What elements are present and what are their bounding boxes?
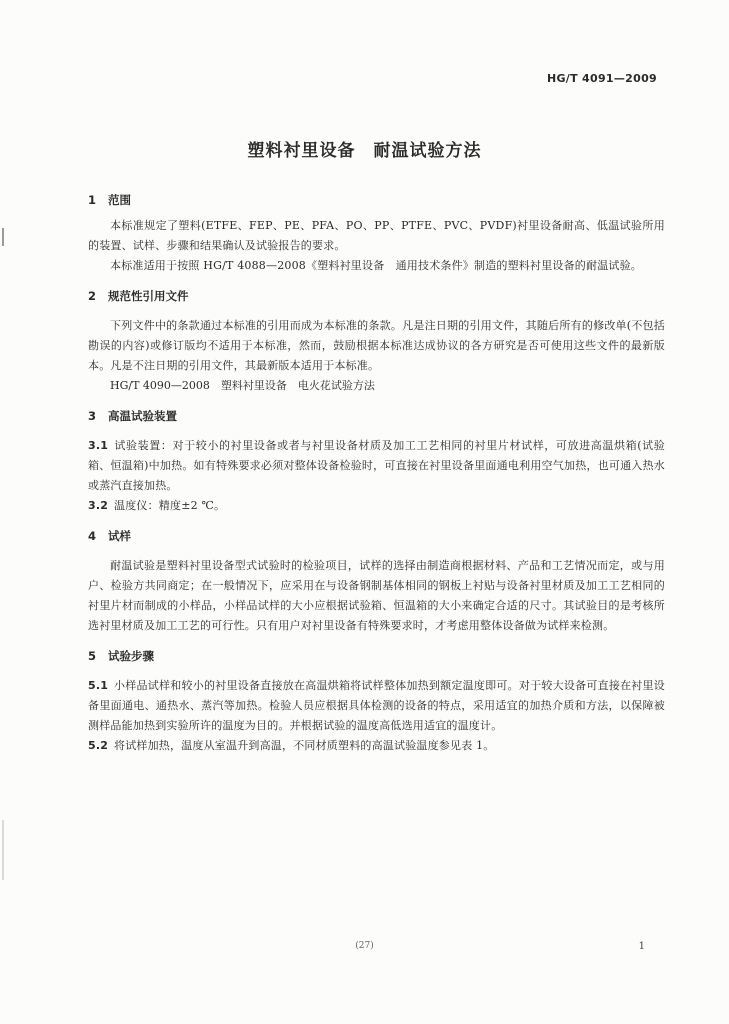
footer-page-number: (27) <box>355 941 374 951</box>
scan-edge-mark <box>2 820 4 880</box>
clause-5-2: 5.2 将试样加热，温度从室温升到高温，不同材质塑料的高温试验温度参见表 1。 <box>88 739 495 752</box>
document-body <box>88 192 665 756</box>
clause-3-1: 3.1 试验装置：对于较小的衬里设备或者与衬里设备材质及加工工艺相同的衬里片材试样，可放进高温烘箱(试验箱、恒温箱)中加热。如有特殊要求必须对整体设备检验时，可直接在衬里设备里面通电利用空气加热，也可通入热水或蒸汽直接加热。 <box>88 439 665 492</box>
paragraph: 本标准规定了塑料(ETFE、FEP、PE、PFA、PO、PP、PTFE、PVC、PVDF)衬里设备耐高、低温试验所用的装置、试样、步骤和结果确认及试验报告的要求。 <box>88 219 665 252</box>
paragraph: 下列文件中的条款通过本标准的引用而成为本标准的条款。凡是注日期的引用文件，其随后所有的修改单(不包括勘误的内容)或修订版均不适用于本标准，然而，鼓励根据本标准达成协议的各方研究是否可使用这些文件的最新版本。凡是不注日期的引用文件，其最新版本适用于本标准。 <box>88 319 665 372</box>
standard-code: HG/T 4091—2009 <box>546 72 657 85</box>
normative-reference: HG/T 4090—2008 塑料衬里设备 电火花试验方法 <box>110 379 375 392</box>
section-heading-4: 4 试样 <box>88 529 131 543</box>
paragraph: 耐温试验是塑料衬里设备型式试验时的检验项目，试样的选择由制造商根据材料、产品和工艺情况而定，或与用户、检验方共同商定；在一般情况下，应采用在与设备钢制基体相同的钢板上衬贴与设备衬里材质及加工工艺相同的衬里片材而制成的小样品，小样品试样的大小应根据试验箱、恒温箱的大小来确定合适的尺寸。其试验目的是考核所选衬里材质及加工工艺的可行性。只有用户对衬里设备有特殊要求时，才考虑用整体设备做为试样来检测。 <box>88 559 665 632</box>
section-heading-5: 5 试验步骤 <box>88 649 154 663</box>
clause-3-2: 3.2 温度仪：精度±2 ℃。 <box>88 499 226 512</box>
section-heading-2: 2 规范性引用文件 <box>88 289 189 303</box>
scan-edge-mark <box>2 228 4 246</box>
paragraph: 本标准适用于按照 HG/T 4088—2008《塑料衬里设备 通用技术条件》制造的塑料衬里设备的耐温试验。 <box>110 259 643 272</box>
section-heading-1: 1 范围 <box>88 193 131 207</box>
page-title: 塑料衬里设备 耐温试验方法 <box>247 141 482 161</box>
clause-5-1: 5.1 小样品试样和较小的衬里设备直接放在高温烘箱将试样整体加热到额定温度即可。对于较大设备可直接在衬里设备里面通电、通热水、蒸汽等加热。检验人员应根据具体检测的设备的特点，采用适宜的加热介质和方法，以保障被测样品能加热到实验所许的温度为目的。并根据试验的温度高低选用适宜的温度计。 <box>88 679 665 732</box>
footer-page-index: 1 <box>638 941 645 952</box>
section-heading-3: 3 高温试验装置 <box>88 409 177 423</box>
